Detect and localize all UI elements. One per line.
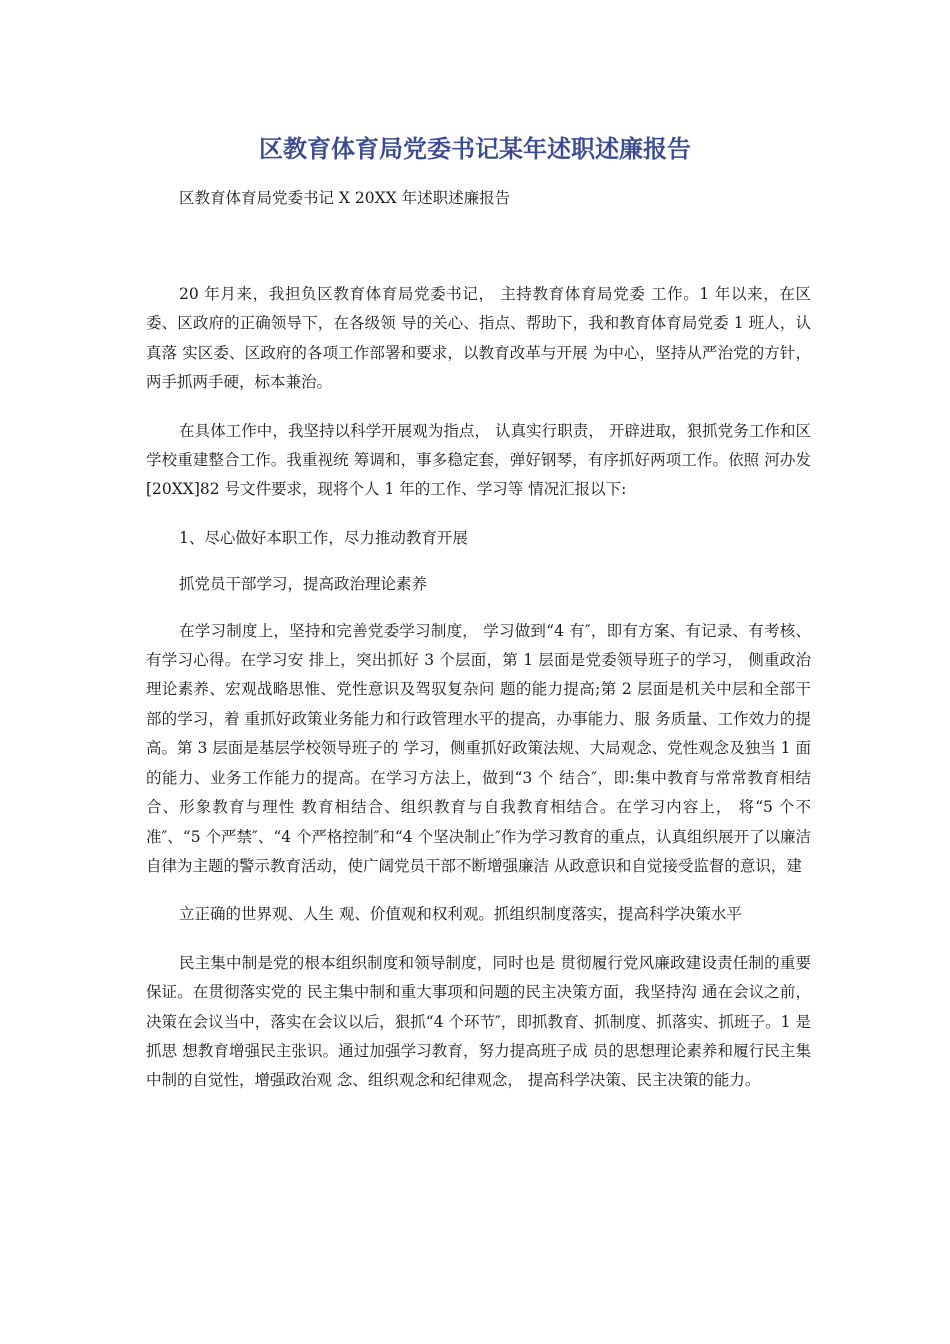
- subsection-heading-study: 抓党员干部学习，提高政治理论素养: [179, 575, 428, 594]
- paragraph-study-system: 在学习制度上，坚持和完善党委学习制度， 学习做到“4 有″，即有方案、有记录、有考核、有学习心得。在学习安 排上，突出抓好 3 个层面，第 1 层面是党委领导班子的学习， 侧重政治理论素养、宏观战略思惟、党性意识及驾驭复杂问 题的能力提高;第 2 层面是机关中层和全部干部的学习，着 重抓好政策业务能力和行政管理水平的提高，办事能力、服 务质量、工作效力的提高。第 3 层面是基层学校领导班子的 学习，侧重抓好政策法规、大局观念、党性观念及独当 1 面 的能力、业务工作能力的提高。在学习方法上，做到“3 个 结合″，即:集中教育与常常教育相结合、形象教育与理性 教育相结合、组织教育与自我教育相结合。在学习内容上， 将“5 个不准″、“5 个严禁″、“4 个严格控制″和“4 个坚决制止″作为学习教育的重点，认真组织展开了以廉洁 自律为主题的警示教育活动，使广阔党员干部不断增强廉洁 从政意识和自觉接受监督的意识，建: [146, 621, 811, 875]
- section-heading-1: 1、尽心做好本职工作，尽力推动教育开展: [179, 528, 468, 547]
- document-subtitle: 区教育体育局党委书记 X 20XX 年述职述廉报告: [179, 189, 511, 207]
- paragraph-intro: 20 年月来，我担负区教育体育局党委书记， 主持教育体育局党委 工作。1 年以来，在区委、区政府的正确领导下，在各级领 导的关心、指点、帮助下，我和教育体育局党委 1 班人，认真落 实区委、区政府的各项工作部署和要求，以教育改革与开展 为中心，坚持从严治党的方针，两手抓两手硬，标本兼治。: [146, 285, 811, 392]
- document-title: 区教育体育局党委书记某年述职述廉报告: [259, 135, 691, 163]
- paragraph-worldview: 立正确的世界观、人生 观、价值观和权利观。抓组织制度落实，提高科学决策水平: [179, 905, 742, 924]
- paragraph-democratic-centralism: 民主集中制是党的根本组织制度和领导制度，同时也是 贯彻履行党风廉政建设责任制的重要保证。在贯彻落实党的 民主集中制和重大事项和问题的民主决策方面，我坚持沟 通在会议之前，决策在会议当中，落实在会议以后，狠抓“4 个环节″，即抓教育、抓制度、抓落实、抓班子。1 是抓思 想教育增强民主张识。通过加强学习教育，努力提高班子成 员的思想理论素养和履行民主集中制的自觉性，增强政治观 念、组织观念和纪律观念， 提高科学决策、民主决策的能力。: [146, 953, 811, 1090]
- document-body: [146, 280, 811, 1115]
- paragraph-work-overview: 在具体工作中，我坚持以科学开展观为指点， 认真实行职责， 开辟进取，狠抓党务工作和区学校重建整合工作。我重视统 筹调和，事多稳定套，弹好钢琴，有序抓好两项工作。依照 河办发[20XX]82 号文件要求，现将个人 1 年的工作、学习等 情况汇报以下:: [146, 421, 811, 499]
